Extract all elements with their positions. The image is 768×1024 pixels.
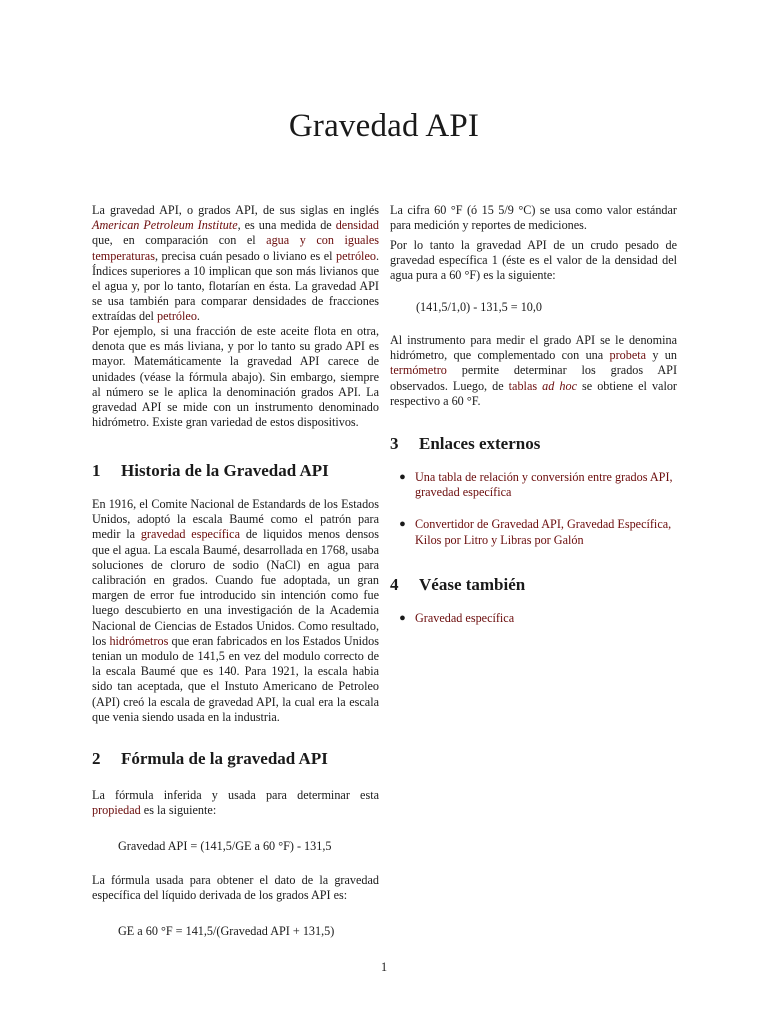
inline-text: La fórmula inferida y usada para determinar esta bbox=[92, 788, 379, 802]
inline-link[interactable]: American Petroleum Institute bbox=[92, 218, 238, 233]
section-title: Fórmula de la gravedad API bbox=[121, 749, 328, 768]
paragraph-text: Por lo tanto la gravedad API de un crudo pesado de gravedad específica 1 (éste es el valor de la densidad del agua pura a 60 °F) es la siguiente: bbox=[390, 238, 677, 283]
bullet-icon: ● bbox=[399, 612, 406, 624]
see-also-link[interactable]: Gravedad específica bbox=[415, 611, 515, 625]
rich-paragraph bbox=[92, 788, 379, 818]
inline-link[interactable]: tablas bbox=[508, 378, 538, 393]
inline-text: que, en comparación con el bbox=[92, 233, 267, 248]
inline-text: En 1916, el Comite Nacional de Estandards de los Estados Unidos, adoptó la escala Baumé como el patrón para medir la bbox=[92, 497, 379, 542]
section-number: 3 bbox=[390, 434, 399, 453]
rich-paragraph bbox=[92, 203, 379, 325]
external-links-list bbox=[390, 470, 680, 565]
right-paragraph-1 bbox=[390, 203, 677, 240]
inline-link[interactable]: petróleo bbox=[156, 309, 197, 324]
section-number: 4 bbox=[390, 575, 399, 594]
page-number: 1 bbox=[380, 960, 388, 974]
inline-link[interactable]: ad hoc bbox=[542, 378, 577, 393]
bullet-icon: ● bbox=[399, 518, 406, 531]
intro-paragraph-2 bbox=[92, 324, 379, 437]
external-link[interactable]: Una tabla de relación y conversión entre grados API, gravedad específica bbox=[415, 470, 673, 500]
section-heading-3 bbox=[390, 434, 540, 454]
inline-text: es la siguiente: bbox=[140, 803, 217, 818]
list-item[interactable] bbox=[390, 611, 680, 626]
rich-paragraph bbox=[92, 497, 379, 725]
section-title: Historia de la Gravedad API bbox=[121, 461, 329, 480]
inline-text: y un bbox=[646, 348, 677, 363]
intro-paragraph-1 bbox=[92, 203, 379, 332]
section-heading-1 bbox=[92, 461, 329, 481]
section-number: 2 bbox=[92, 749, 101, 768]
list-item[interactable] bbox=[390, 517, 680, 547]
formula-api: Gravedad API = (141,5/GE a 60 °F) - 131,5 bbox=[118, 839, 332, 853]
inline-link[interactable]: hidrómetros bbox=[109, 633, 169, 648]
section-title: Enlaces externos bbox=[419, 434, 541, 453]
formula-ge-intro bbox=[92, 873, 379, 910]
inline-text: permite determinar los grados API observados. Luego, de bbox=[390, 363, 677, 393]
see-also-list bbox=[390, 611, 680, 643]
right-paragraph-2 bbox=[390, 238, 677, 291]
history-section bbox=[92, 497, 379, 732]
formula-example: (141,5/1,0) - 131,5 = 10,0 bbox=[416, 300, 543, 314]
section-number: 1 bbox=[92, 461, 101, 480]
rich-paragraph bbox=[390, 333, 677, 409]
inline-text: , es una medida de bbox=[237, 218, 336, 233]
inline-link[interactable]: petróleo bbox=[336, 248, 376, 263]
inline-link[interactable]: propiedad bbox=[92, 803, 141, 818]
inline-text: que eran fabricados en los Estados Unidos tenian un modulo de 141,5 en vez del modulo correcto de la escala Baumé que es 140. Para 1921, la escala habia sido tan aceptada, que el Instuto Americano de Petroleo (API) creó la escala de gravedad API, la cual era la escala que venia siendo usada en la industria. bbox=[92, 633, 379, 724]
formula-intro bbox=[92, 788, 379, 825]
inline-text: La gravedad API, o grados API, de sus siglas en inglés bbox=[92, 203, 379, 217]
paragraph-text: La fórmula usada para obtener el dato de la gravedad específica del líquido derivada de los grados API es: bbox=[92, 873, 379, 903]
inline-link[interactable]: densidad bbox=[335, 218, 380, 233]
paragraph-text: Por ejemplo, si una fracción de este aceite flota en otra, denota que es más liviana, y por lo tanto su grado API es mayor. Matemáticamente la gravedad API carece de unidades (véase la fórmula abajo). Sin embargo, siempre al número se le aplica la denominación grados API. La gravedad API se mide con un instrumento denominado hidrómetro. Existe gran variedad de estos dispositivos. bbox=[92, 324, 379, 430]
inline-text: de liquidos menos densos que el agua. La escala Baumé, desarrollada en 1768, usaba soluciones de cloruro de sodio (NaCl) en agua para calibración en grados. Cuando fue adoptada, un gran margen de error fue introducido sin intención como fue luego descubierto en una investigación de la Academia Nacional de Ciencias de Estados Unidos. Como resultado, los bbox=[92, 527, 379, 648]
inline-link[interactable]: termómetro bbox=[390, 363, 447, 378]
inline-link[interactable]: gravedad específica bbox=[140, 527, 241, 542]
bullet-icon: ● bbox=[399, 471, 406, 483]
inline-text: Al instrumento para medir el grado API se le denomina hidrómetro, que complementado con una bbox=[390, 333, 677, 363]
inline-text: se obtiene el valor respectivo a 60 °F. bbox=[390, 378, 677, 408]
inline-link[interactable]: agua y con iguales temperaturas bbox=[92, 233, 380, 263]
section-heading-2 bbox=[92, 749, 328, 769]
inline-text: , precisa cuán pesado o liviano es el bbox=[154, 248, 337, 263]
section-heading-4 bbox=[390, 575, 525, 595]
list-item[interactable] bbox=[390, 470, 680, 500]
section-title: Véase también bbox=[419, 575, 526, 594]
inline-link[interactable]: probeta bbox=[609, 348, 647, 363]
inline-text: . Índices superiores a 10 implican que son más livianos que el agua y, por lo tanto, flotarían en ésta. La gravedad API se usa también para comparar densidades de fracciones extraídas del bbox=[92, 248, 379, 324]
right-paragraph-3 bbox=[390, 333, 677, 416]
inline-text: . bbox=[196, 309, 200, 324]
paragraph-text: La cifra 60 °F (ó 15 5/9 °C) se usa como valor estándar para medición y reportes de mediciones. bbox=[390, 203, 677, 233]
page-title: Gravedad API bbox=[288, 108, 480, 144]
formula-ge: GE a 60 °F = 141,5/(Gravedad API + 131,5) bbox=[118, 924, 335, 938]
external-link[interactable]: Convertidor de Gravedad API, Gravedad Específica, Kilos por Litro y Libras por Galón bbox=[415, 517, 672, 547]
